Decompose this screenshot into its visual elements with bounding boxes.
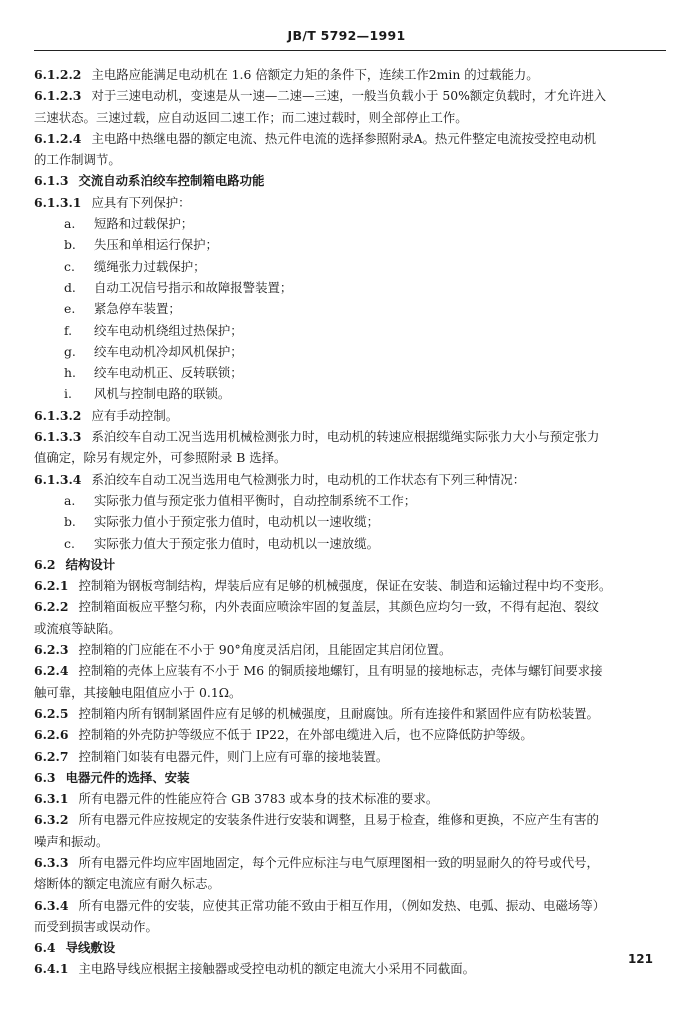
clause-number: 6.1.3.1 (34, 194, 82, 210)
list-item (34, 511, 668, 532)
clause-text: 控制箱面板应平整匀称，内外表面应喷涂牢固的复盖层，其颜色应均匀一致，不得有起泡、裂纹 (78, 599, 599, 615)
clause-text: 系泊绞车自动工况当选用机械检测张力时，电动机的转速应根据缆绳实际张力大小与预定张力 (91, 429, 600, 445)
list-item-text: 绞车电动机绕组过热保护； (94, 322, 243, 338)
heading-text: 导线敷设 (65, 940, 116, 956)
list-item-label: g. (64, 343, 76, 359)
list-item (34, 341, 668, 362)
header-rule (34, 50, 666, 51)
clause-line (34, 788, 668, 809)
document-body (34, 64, 668, 980)
clause-line (34, 85, 668, 106)
list-item-label: e. (64, 301, 76, 317)
clause-number: 6.1.2.2 (34, 67, 82, 82)
list-item-text: 缆绳张力过载保护； (94, 258, 206, 274)
clause-number: 6.2.6 (34, 727, 69, 743)
clause-number: 6.1.2.3 (34, 88, 82, 104)
list-item-label: f. (64, 322, 73, 338)
paragraph-text: 触可靠，其接触电阻值应小于 0.1Ω。 (34, 684, 242, 700)
clause-text: 控制箱的壳体上应装有不小于 M6 的铜质接地螺钉，且有明显的接地标志，壳体与螺钉间要求接 (78, 663, 603, 679)
paragraph-continuation (34, 107, 668, 128)
clause-line (34, 852, 668, 873)
clause-line (34, 660, 668, 681)
clause-number: 6.4.1 (34, 961, 69, 977)
clause-line (34, 596, 668, 617)
list-item-text: 实际张力值与预定张力值相平衡时，自动控制系统不工作； (94, 492, 417, 508)
clause-text: 应有手动控制。 (91, 407, 179, 423)
clause-number: 6.1.2.4 (34, 130, 82, 146)
clause-text: 控制箱的外壳防护等级应不低于 IP22，在外部电缆进入后，也不应降低防护等级。 (78, 727, 533, 743)
paragraph-continuation (34, 618, 668, 639)
list-item (34, 320, 668, 341)
list-item (34, 256, 668, 277)
list-item-label: c. (64, 258, 75, 274)
paragraph-continuation (34, 873, 668, 894)
list-item-text: 实际张力值小于预定张力值时，电动机以一速收缆； (94, 514, 379, 530)
paragraph-text: 噪声和振动。 (34, 833, 109, 849)
list-item-label: d. (64, 279, 76, 295)
clause-text: 应具有下列保护： (91, 194, 191, 210)
section-heading (34, 937, 668, 958)
list-item-text: 失压和单相运行保护； (94, 237, 218, 253)
list-item-label: b. (64, 237, 76, 253)
clause-text: 系泊绞车自动工况当选用电气检测张力时，电动机的工作状态有下列三种情况： (91, 471, 526, 487)
list-item-text: 绞车电动机冷却风机保护； (94, 343, 243, 359)
clause-line (34, 128, 668, 149)
clause-text: 所有电器元件的安装，应使其正常功能不致由于相互作用，（例如发热、电弧、振动、电磁场等） (78, 897, 606, 913)
clause-text: 主电路中热继电器的额定电流、热元件电流的选择参照附录A。热元件整定电流按受控电动机 (91, 130, 597, 146)
clause-number: 6.3 (34, 769, 56, 785)
list-item-text: 绞车电动机正、反转联锁； (94, 365, 243, 381)
clause-line (34, 639, 668, 660)
clause-number: 6.1.3.4 (34, 471, 82, 487)
list-item-label: i. (64, 386, 72, 402)
list-item-text: 实际张力值大于预定张力值时，电动机以一速放缆。 (94, 535, 379, 551)
clause-line (34, 426, 668, 447)
clause-text: 控制箱的门应能在不小于 90°角度灵活启闭，且能固定其启闭位置。 (78, 642, 452, 658)
clause-text: 所有电器元件应按规定的安装条件进行安装和调整，且易于检查，维修和更换，不应产生有害的 (78, 812, 599, 828)
clause-line (34, 575, 668, 596)
list-item (34, 298, 668, 319)
paragraph-continuation (34, 447, 668, 468)
paragraph-continuation (34, 149, 668, 170)
clause-line (34, 703, 668, 724)
heading-text: 结构设计 (65, 556, 116, 572)
page-number: 121 (627, 952, 653, 966)
section-heading (34, 554, 668, 575)
list-item (34, 490, 668, 511)
clause-line (34, 895, 668, 916)
clause-number: 6.3.4 (34, 897, 69, 913)
list-item (34, 533, 668, 554)
heading-text: 交流自动系泊绞车控制箱电路功能 (78, 173, 265, 189)
paragraph-continuation (34, 682, 668, 703)
list-item (34, 213, 668, 234)
paragraph-text: 三速状态。三速过载，应自动返回二速工作；而二速过载时，则全部停止工作。 (34, 109, 468, 125)
list-item (34, 234, 668, 255)
paragraph-text: 而受到损害或误动作。 (34, 918, 158, 934)
list-item-label: b. (64, 514, 76, 530)
list-item-label: a. (64, 216, 76, 232)
list-item-text: 自动工况信号指示和故障报警装置； (94, 279, 293, 295)
clause-line (34, 746, 668, 767)
list-item (34, 277, 668, 298)
list-item-text: 风机与控制电路的联锁。 (94, 386, 231, 402)
paragraph-text: 熔断体的额定电流应有耐久标志。 (34, 876, 220, 892)
standard-number-header: JB/T 5792—1991 (287, 28, 406, 43)
clause-number: 6.2.4 (34, 663, 69, 679)
clause-line (34, 724, 668, 745)
paragraph-continuation (34, 916, 668, 937)
clause-text: 主电路应能满足电动机在 1.6 倍额定力矩的条件下，连续工作2min 的过载能力。 (91, 67, 539, 82)
list-item-text: 紧急停车装置； (94, 301, 181, 317)
clause-number: 6.2.1 (34, 578, 69, 594)
clause-number: 6.2.3 (34, 642, 69, 658)
clause-number: 6.2 (34, 556, 56, 572)
list-item-label: a. (64, 492, 76, 508)
paragraph-text: 的工作制调节。 (34, 152, 121, 168)
clause-number: 6.2.2 (34, 599, 69, 615)
paragraph-continuation (34, 831, 668, 852)
list-item-text: 短路和过载保护； (94, 216, 194, 232)
clause-line (34, 469, 668, 490)
clause-line (34, 64, 668, 85)
clause-line (34, 809, 668, 830)
clause-number: 6.3.2 (34, 812, 69, 828)
list-item-label: c. (64, 535, 75, 551)
list-item (34, 383, 668, 404)
clause-text: 主电路导线应根据主接触器或受控电动机的额定电流大小采用不同截面。 (78, 961, 475, 977)
clause-number: 6.1.3 (34, 173, 69, 189)
clause-text: 控制箱为钢板弯制结构，焊装后应有足够的机械强度，保证在安装、制造和运输过程中均不变形。 (78, 578, 612, 594)
heading-text: 电器元件的选择、安装 (65, 769, 190, 785)
clause-text: 控制箱门如装有电器元件，则门上应有可靠的接地装置。 (78, 748, 389, 764)
clause-line (34, 192, 668, 213)
section-heading (34, 767, 668, 788)
clause-number: 6.1.3.2 (34, 407, 82, 423)
section-heading (34, 170, 668, 191)
list-item (34, 362, 668, 383)
clause-number: 6.1.3.3 (34, 429, 82, 445)
paragraph-text: 或流痕等缺陷。 (34, 620, 121, 636)
clause-text: 对于三速电动机，变速是从一速—二速—三速，一般当负载小于 50%额定负载时，才允许进入 (91, 88, 607, 104)
clause-line (34, 405, 668, 426)
clause-text: 所有电器元件的性能应符合 GB 3783 或本身的技术标准的要求。 (78, 791, 439, 807)
clause-text: 控制箱内所有钢制紧固件应有足够的机械强度，且耐腐蚀。所有连接件和紧固件应有防松装置。 (78, 705, 599, 721)
list-item-label: h. (64, 365, 76, 381)
paragraph-text: 值确定，除另有规定外，可参照附录 B 选择。 (34, 450, 287, 466)
clause-text: 所有电器元件均应牢固地固定，每个元件应标注与电气原理图相一致的明显耐久的符号或代号， (78, 854, 599, 870)
clause-line (34, 958, 668, 979)
clause-number: 6.3.3 (34, 854, 69, 870)
clause-number: 6.2.7 (34, 748, 69, 764)
clause-number: 6.2.5 (34, 705, 69, 721)
clause-number: 6.4 (34, 940, 56, 956)
clause-number: 6.3.1 (34, 791, 69, 807)
